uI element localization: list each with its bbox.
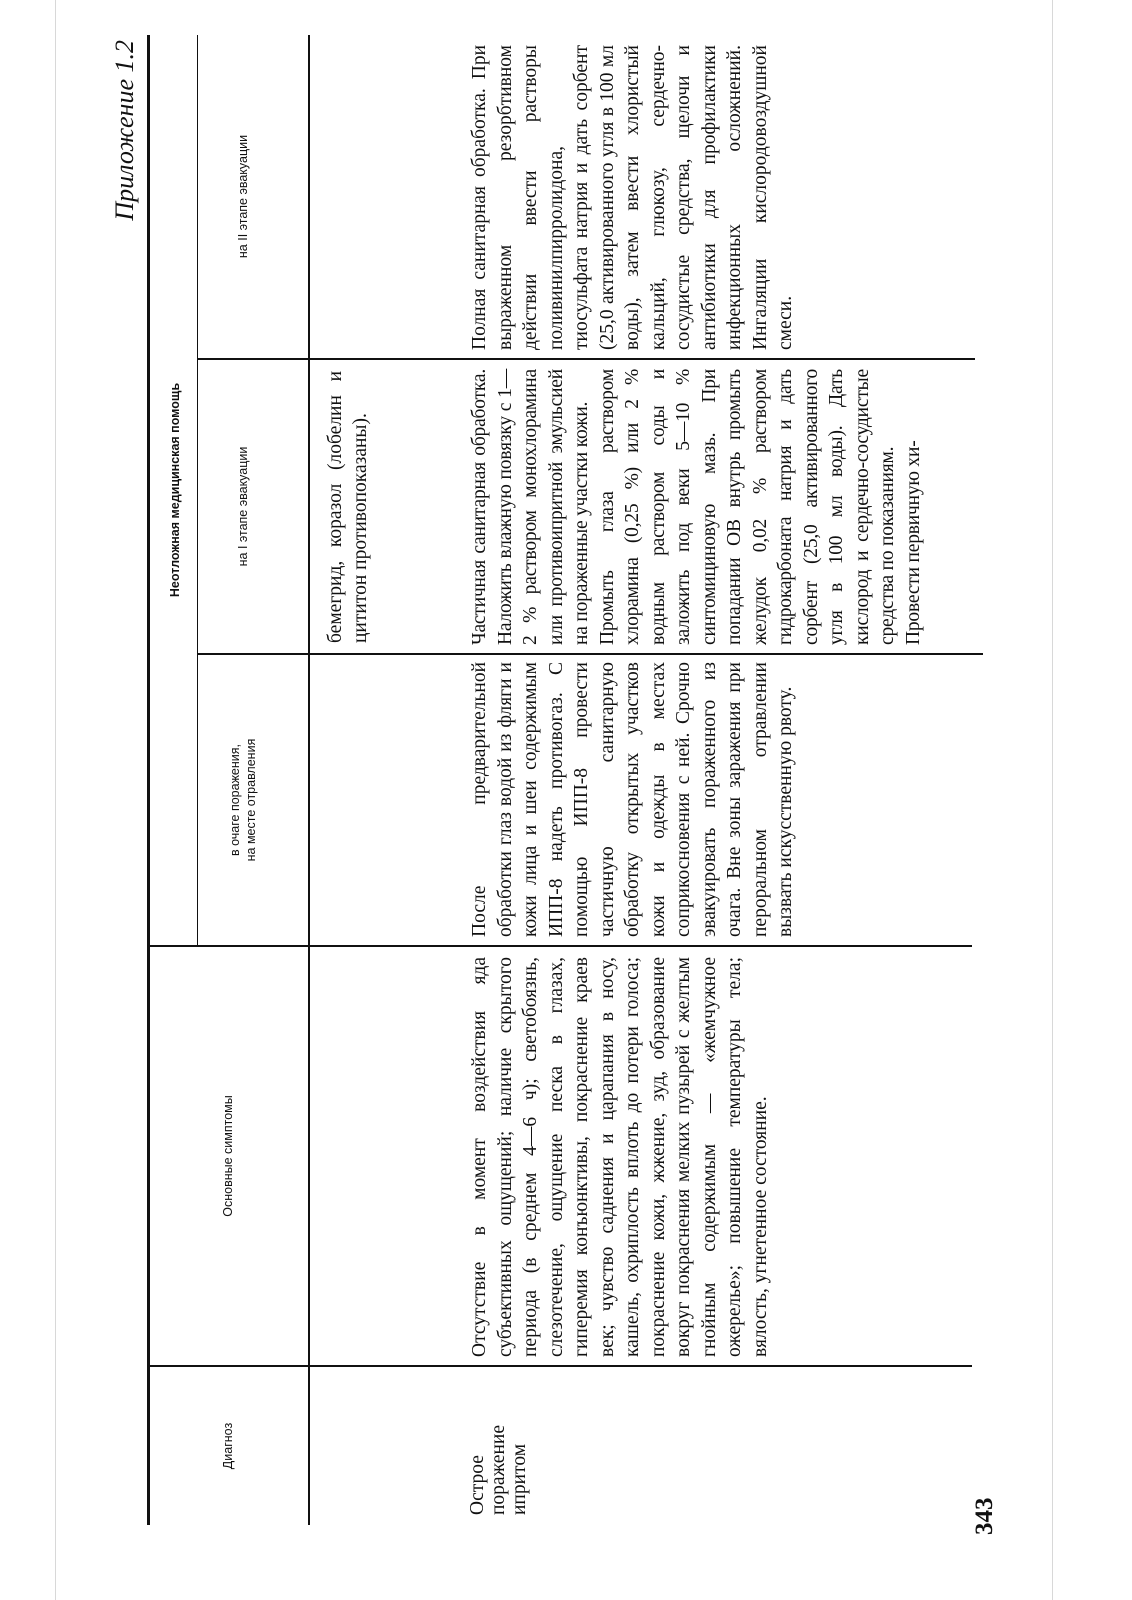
stage1-continuation: бемегрид, коразол (лобелин и цититон противопоказаны). — [325, 371, 371, 643]
scan-edge-right — [1052, 0, 1053, 1600]
group-header-rule — [197, 35, 198, 947]
cell-stage2: Полная санитарная обработка. При выраженном резорбтивном действии ввести растворы поливинилпирролидона, тиосульфата натрия и дать сорбент (25,0 активированного угля в 100 мл воды), затем ввести хлористый кальций, глюкозу, сердечно-сосудистые средства, щелочи и антибиотики для профилактики инфекционных осложнений. Ингаляции кислородовоздушной смеси. — [469, 45, 796, 350]
cell-stage1 — [467, 369, 926, 645]
rotated-book-page — [105, 35, 1005, 1535]
header-focus-line-1: в очаге поражения, — [228, 743, 242, 857]
stage1-part-3: Провести первичную хи- — [902, 440, 924, 645]
cell-symptoms: Отсутствие в момент воздействия яда субъективных ощущений; наличие скрытого периода (в среднем 4—6 ч); светобоязнь, слезотечение, ощущение песка в глазах, гиперемия конъюнктивы, покраснение краев век; чувство саднения и царапания в носу, кашель, охриплость вплоть до потери голоса; покраснение кожи, жжение, зуд, образование вокруг покраснения мелких пузырей с желтым гнойным содержимым — «жемчужное ожерелье»; повышение температуры тела; вялость, угнетенное состояние. — [469, 957, 771, 1357]
column-divider-3 — [197, 653, 983, 655]
page-number: 343 — [971, 1497, 998, 1535]
column-divider-4 — [197, 358, 975, 360]
column-divider-1 — [147, 1365, 972, 1367]
header-diagnosis: Диагноз — [221, 1422, 235, 1470]
cell-focus: После предварительной обработки глаз водой из фляги и кожи лица и шеи содержимым ИПП-8 надеть противогаз. С помощью ИПП-8 провести частичную санитарную обработку открытых участков кожи и одежды в местах соприкосновения с ней. Срочно эвакуировать пораженного из очага. Вне зоны заражения при пероральном отравлении вызвать искусственную рвоту. — [469, 662, 796, 937]
header-focus — [227, 655, 259, 945]
table-header-rule — [308, 35, 310, 1525]
cell-diagnosis: Острое поражение ипритом — [467, 1425, 530, 1515]
stage1-part-2: Промыть глаза раствором хлорамина (0,25 %) или 2 % водным раствором соды и заложить под веки 5—10 % синтомициновую мазь. При попадании ОВ внутрь промыть желудок 0,02 % раствором гидрокарбоната натрия и дать сорбент (25,0 активированного угля в 100 мл воды). Дать кислород и сердечно-сосудистые средства по показаниям. — [596, 369, 898, 645]
header-emergency-help: Неотложная медицинская помощь — [168, 382, 182, 598]
stage1-part-1: Частичная санитарная обработка. Наложить влажную повязку с 1—2 % раствором монохлорамина или противоипритной эмульсией на пораженные участки кожи. — [469, 369, 592, 645]
scan-edge-left — [55, 0, 56, 1600]
column-divider-2 — [147, 945, 972, 947]
appendix-label: Приложение 1.2 — [110, 40, 139, 221]
header-symptoms: Основные симптомы — [221, 1095, 235, 1217]
header-stage2: на II этапе эвакуации — [236, 134, 250, 259]
table-top-rule — [147, 35, 150, 1525]
header-focus-line-2: на месте отравления — [244, 738, 258, 862]
header-stage1: на I этапе эвакуации — [236, 446, 250, 567]
